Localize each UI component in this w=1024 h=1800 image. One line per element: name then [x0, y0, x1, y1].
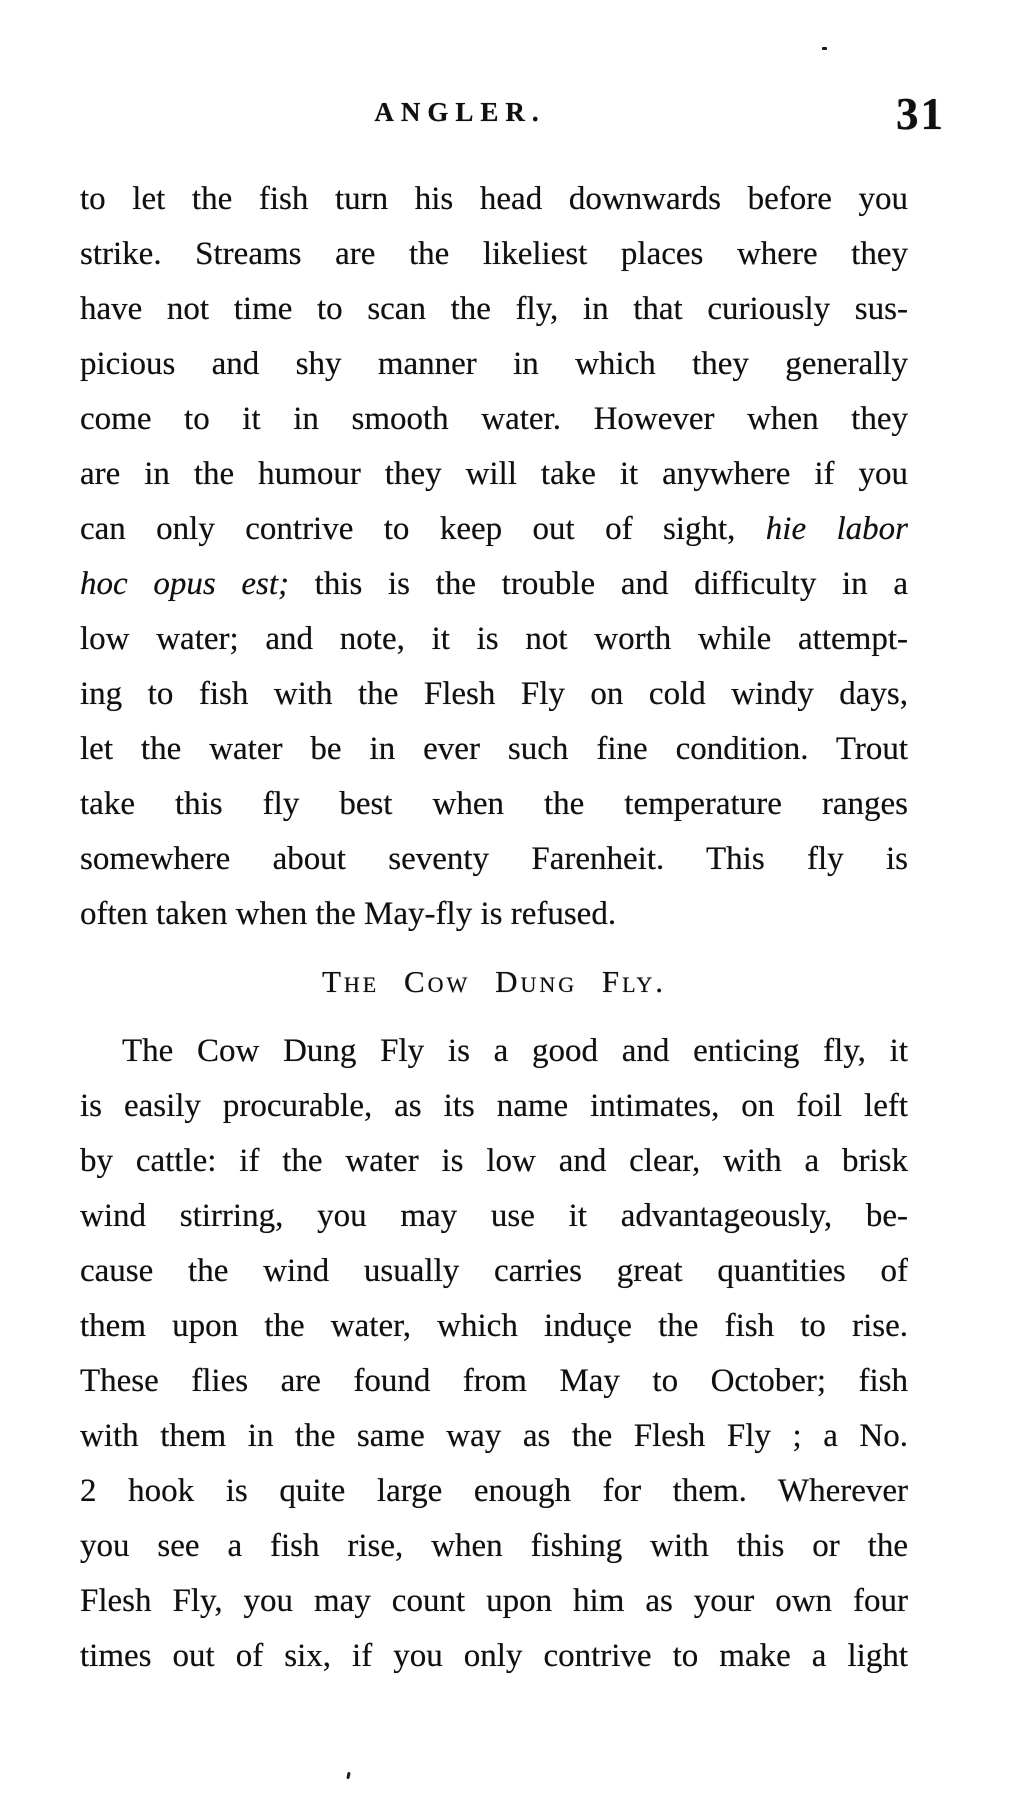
text-line: low water; and note, it is not worth while attempt- [80, 621, 908, 657]
text-line: strike. Streams are the likeliest places where they [80, 236, 908, 272]
text-line [80, 557, 908, 612]
text-line: cause the wind usually carries great quantities of [80, 1253, 908, 1289]
running-title: ANGLER. [374, 97, 546, 127]
text-line: The Cow Dung Fly is a good and enticing fly, it [122, 1033, 908, 1069]
text-line: have not time to scan the fly, in that curiously sus- [80, 291, 908, 327]
section-heading: The Cow Dung Fly. [321, 964, 666, 999]
text-line: are in the humour they will take it anywhere if you [80, 456, 908, 492]
text-line: is easily procurable, as its name intimates, on foil left [80, 1088, 908, 1124]
text-line: somewhere about seventy Farenheit. This fly is [80, 841, 908, 877]
text-line: with them in the same way as the Flesh Fly ; a No. [80, 1418, 908, 1454]
text-line: ing to fish with the Flesh Fly on cold windy days, [80, 676, 908, 712]
latin-phrase: hie labor [765, 511, 908, 547]
text-line: take this fly best when the temperature ranges [80, 786, 908, 822]
text-line: come to it in smooth water. However when they [80, 401, 908, 437]
scan-speck [346, 1772, 350, 1779]
text-line: you see a fish rise, when fishing with this or the [80, 1528, 908, 1564]
text-line: let the water be in ever such fine condition. Trout [80, 731, 908, 767]
page-number: 31 [896, 89, 945, 139]
text-line: to let the fish turn his head downwards before you [80, 181, 908, 217]
text-line: times out of six, if you only contrive to make a light [80, 1638, 908, 1674]
text-line: These flies are found from May to October; fish [80, 1363, 908, 1399]
latin-phrase: hoc opus est; [80, 566, 289, 602]
scan-speck [822, 47, 827, 50]
text-run: can only contrive to keep out of sight, [80, 511, 766, 547]
paragraph-continuation [80, 172, 908, 942]
text-run: this is the trouble and difficulty in a [288, 566, 908, 602]
text-line: picious and shy manner in which they generally [80, 346, 908, 382]
text-line: them upon the water, which induçe the fish to rise. [80, 1308, 908, 1344]
text-line: often taken when the May-fly is refused. [80, 896, 617, 932]
text-line: wind stirring, you may use it advantageously, be- [80, 1198, 908, 1234]
text-line: by cattle: if the water is low and clear, with a brisk [80, 1143, 908, 1179]
paragraph-cow-dung-fly [80, 1024, 908, 1684]
text-line: Flesh Fly, you may count upon him as your own four [80, 1583, 908, 1619]
text-line [80, 502, 908, 557]
text-line: 2 hook is quite large enough for them. Wherever [80, 1473, 908, 1509]
